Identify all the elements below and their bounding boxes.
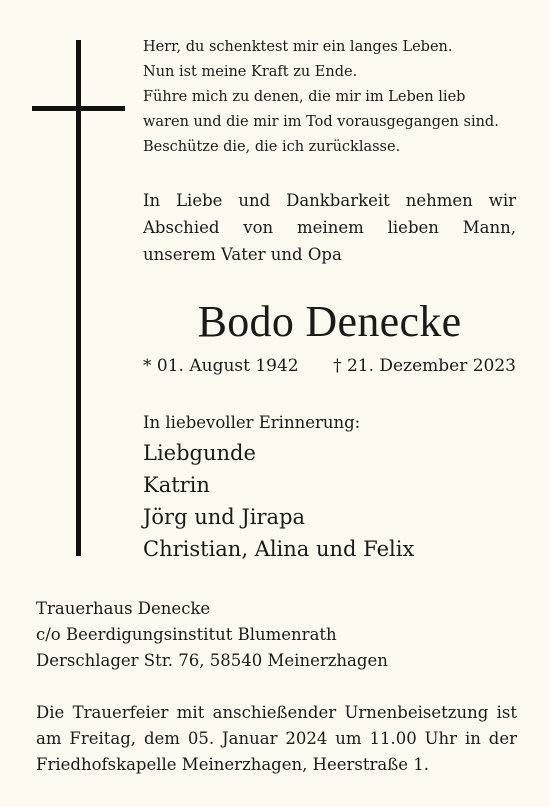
- poem-line: waren und die mir im Tod vorausgegangen sind.: [143, 114, 499, 130]
- poem: [143, 35, 523, 160]
- ceremony-line: am Freitag, dem 05. Januar 2024 um 11.00 Uhr in der: [36, 729, 517, 748]
- mourner-name: Jörg und Jirapa: [143, 505, 306, 529]
- farewell-line: unserem Vater und Opa: [143, 245, 342, 264]
- poem-line: Nun ist meine Kraft zu Ende.: [143, 64, 358, 80]
- poem-line: Herr, du schenktest mir ein langes Leben.: [143, 39, 453, 55]
- address-line: Derschlager Str. 76, 58540 Meinerzhagen: [36, 651, 388, 670]
- mourners-list: [143, 437, 414, 565]
- mourning-house-address: [36, 596, 388, 674]
- cross-vertical-bar: [76, 40, 81, 556]
- ceremony-line: Friedhofskapelle Meinerzhagen, Heerstraße 1.: [36, 755, 430, 774]
- birth-date: * 01. August 1942: [143, 356, 299, 376]
- mourner-name: Katrin: [143, 473, 210, 497]
- remembrance-label: In liebevoller Erinnerung:: [143, 413, 361, 432]
- death-date: † 21. Dezember 2023: [333, 356, 516, 376]
- ceremony-notice: [36, 700, 517, 778]
- cross-horizontal-bar: [32, 106, 125, 111]
- mourner-name: Christian, Alina und Felix: [143, 537, 415, 561]
- address-line: Trauerhaus Denecke: [36, 599, 211, 618]
- farewell-line: Abschied von meinem lieben Mann,: [143, 218, 516, 237]
- ceremony-line: Die Trauerfeier mit anschießender Urnenbeisetzung ist: [36, 703, 517, 722]
- address-line: c/o Beerdigungsinstitut Blumenrath: [36, 625, 337, 644]
- poem-line: Führe mich zu denen, die mir im Leben lieb: [143, 89, 466, 105]
- mourner-name: Liebgunde: [143, 441, 256, 465]
- poem-line: Beschütze die, die ich zurücklasse.: [143, 139, 401, 155]
- life-dates: [143, 354, 516, 378]
- deceased-name: Bodo Denecke: [197, 297, 462, 346]
- farewell-text: [143, 187, 516, 268]
- farewell-line: In Liebe und Dankbarkeit nehmen wir: [143, 191, 516, 210]
